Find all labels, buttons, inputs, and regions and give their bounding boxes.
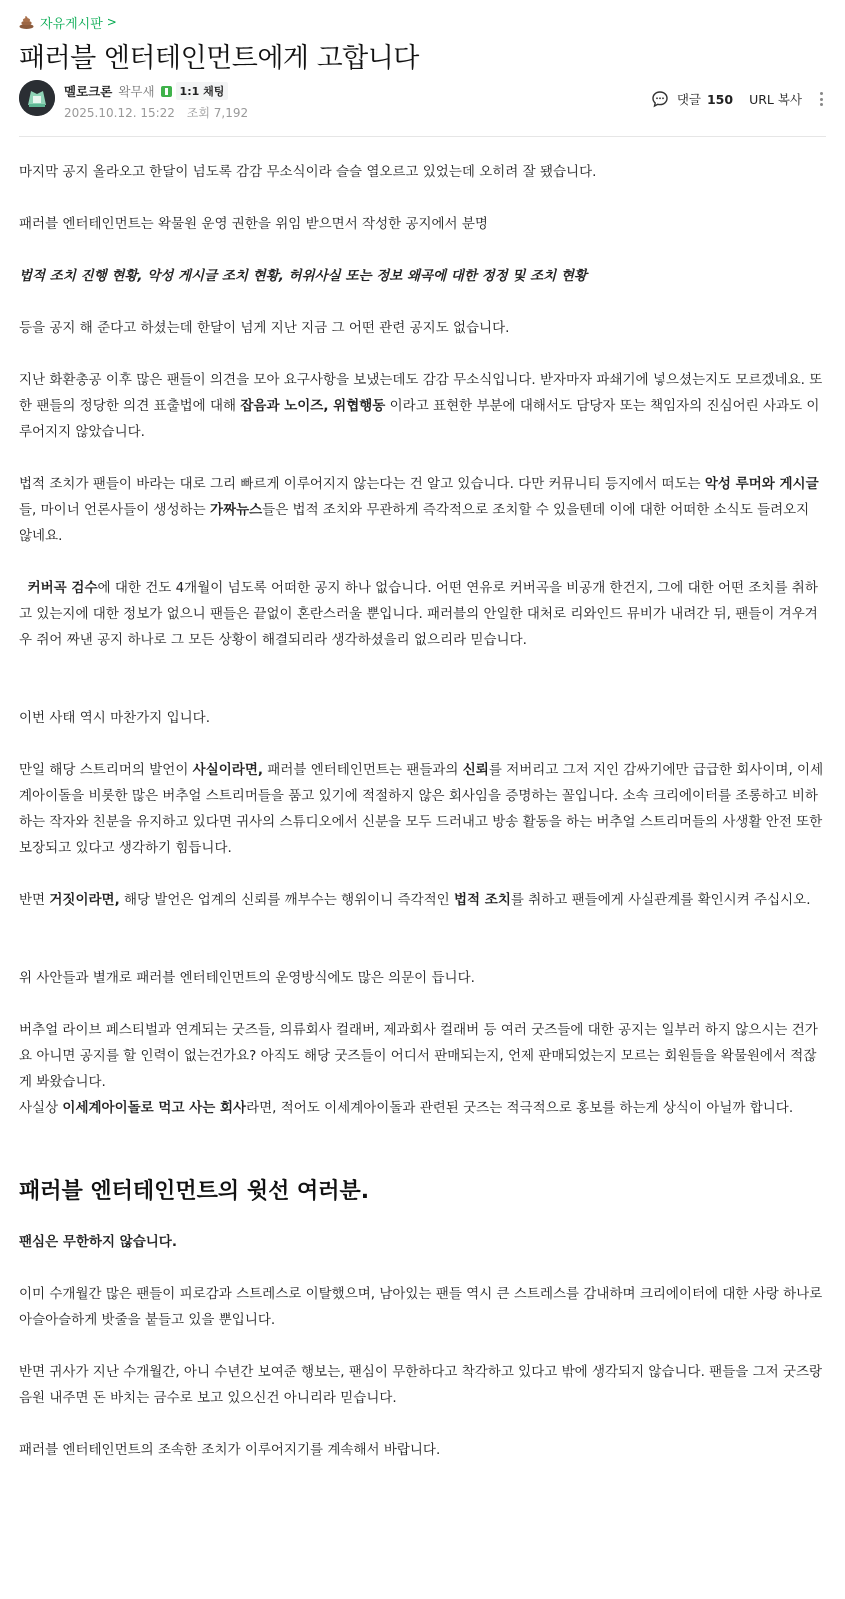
paragraph-emphasis: 법적 조치 진행 현황, 악성 게시글 조치 현황, 허위사실 또는 정보 왜곡에 대한 정정 및 조치 현황 (19, 268, 587, 284)
paragraph: 지난 화환총공 이후 많은 팬들이 의견을 모아 요구사항을 보냈는데도 감감 무소식입니다. 받자마자 파쇄기에 넣으셨는지도 모르겠네요. 또한 팬들의 정당한 의견 표출법에 대해 잡음과 노이즈, 위협행동 이라고 표현한 부분에 대해서도 담당자 또는 책임자의 진심어린 사과도 이루어지지 않았습니다. (19, 372, 823, 440)
chat-button[interactable]: 1:1 채팅 (176, 82, 229, 100)
url-copy-button[interactable]: URL 복사 (749, 92, 802, 107)
paragraph-bold: 팬심은 무한하지 않습니다. (19, 1234, 177, 1250)
chevron-right-icon: > (106, 15, 117, 29)
author-grade: 왁무새 (118, 84, 155, 99)
post-date: 2025.10.12. 15:22 (64, 106, 175, 120)
paragraph: 사실상 이세계아이돌로 먹고 사는 회사라면, 적어도 이세계아이돌과 관련된 굿즈는 적극적으로 홍보를 하는게 상식이 아닐까 합니다. (19, 1100, 794, 1116)
comment-icon (651, 90, 669, 108)
comment-count: 150 (706, 91, 734, 107)
paragraph: 반면 거짓이라면, 해당 발언은 업계의 신뢰를 깨부수는 행위이니 즉각적인 법적 조치를 취하고 팬들에게 사실관계를 확인시켜 주십시오. (19, 892, 811, 908)
paragraph: 만일 해당 스트리머의 발언이 사실이라면, 패러블 엔터테인먼트는 팬들과의 신뢰를 저버리고 그저 지인 감싸기에만 급급한 회사이며, 이세계아이돌을 비롯한 많은 버추얼 스트리머들을 품고 있기에 적절하지 않은 회사임을 증명하는 꼴입니다. 소속 크리에이터를 조롱하고 비하하는 작자와 친분을 유지하고 있다면 귀사의 스튜디오에서 신분을 모두 드러내고 방송 활동을 하는 버추얼 스트리머들의 사생활 안전 또한 보장되고 있다고 생각하기 힘듭니다. (19, 762, 824, 856)
post-date-line (64, 104, 248, 121)
paragraph: 패러블 엔터테인먼트는 왁물원 운영 권한을 위임 받으면서 작성한 공지에서 분명 (19, 216, 488, 232)
board-name[interactable]: 자유게시판 (40, 16, 103, 32)
paragraph: 위 사안들과 별개로 패러블 엔터테인먼트의 운영방식에도 많은 의문이 듭니다. (19, 970, 475, 986)
paragraph: 버추얼 라이브 페스티벌과 연계되는 굿즈들, 의류회사 컬래버, 제과회사 컬래버 등 여러 굿즈들에 대한 공지는 일부러 하지 않으시는 건가요 아니면 공지를 할 인력이 없는건가요? 아직도 해당 굿즈들이 어디서 판매되는지, 언제 판매되었는지 모르는 회원들을 왁물원에서 적잖게 봐왔습니다. (19, 1022, 818, 1090)
avatar[interactable] (19, 80, 55, 116)
comment-button[interactable] (651, 90, 733, 108)
author-name[interactable]: 멜로크론 (64, 84, 113, 99)
author-meta (64, 82, 248, 121)
poop-icon (19, 15, 34, 29)
paragraph: 이미 수개월간 많은 팬들이 피로감과 스트레스로 이탈했으며, 남아있는 팬들 역시 큰 스트레스를 감내하며 크리에이터에 대한 사랑 하나로 아슬아슬하게 밧줄을 붙들고 있을 뿐입니다. (19, 1286, 823, 1328)
post-title: 패러블 엔터테인먼트에게 고합니다 (19, 43, 419, 74)
grade-badge-icon (161, 86, 172, 97)
post-actions (651, 90, 826, 108)
section-heading: 패러블 엔터테인먼트의 윗선 여러분. (19, 1179, 370, 1204)
paragraph: 법적 조치가 팬들이 바라는 대로 그리 빠르게 이루어지지 않는다는 건 알고 있습니다. 다만 커뮤니티 등지에서 떠도는 악성 루머와 게시글들, 마이너 언론사들이 생성하는 가짜뉴스들은 법적 조치와 무관하게 즉각적으로 조치할 수 있을텐데 이에 대한 어떠한 소식도 들려오지 않네요. (19, 476, 819, 544)
paragraph: 이번 사태 역시 마찬가지 입니다. (19, 710, 210, 726)
post-content (19, 159, 826, 1463)
divider (19, 136, 826, 137)
board-link[interactable] (19, 12, 117, 32)
paragraph: 마지막 공지 올라오고 한달이 넘도록 감감 무소식이라 슬슬 열오르고 있었는데 오히려 잘 됐습니다. (19, 164, 597, 180)
author-row (19, 80, 826, 120)
paragraph: 커버곡 검수에 대한 건도 4개월이 넘도록 어떠한 공지 하나 없습니다. 어떤 연유로 커버곡을 비공개 한건지, 그에 대한 어떤 조치를 취하고 있는지에 대한 정보가 없으니 팬들은 끝없이 혼란스러울 뿐입니다. 패러블의 안일한 대처로 리와인드 뮤비가 내려간 뒤, 팬들이 겨우겨우 쥐어 짜낸 공지 하나로 그 모든 상황이 해결되리라 생각하셨을리 없으리라 믿습니다. (19, 580, 818, 648)
view-count: 조회 7,192 (186, 106, 249, 120)
paragraph: 패러블 엔터테인먼트의 조속한 조치가 이루어지기를 계속해서 바랍니다. (19, 1442, 441, 1458)
paragraph: 등을 공지 해 준다고 하셨는데 한달이 넘게 지난 지금 그 어떤 관련 공지도 없습니다. (19, 320, 510, 336)
more-options-icon[interactable] (816, 91, 826, 107)
comment-label: 댓글 (676, 92, 701, 107)
paragraph: 반면 귀사가 지난 수개월간, 아니 수년간 보여준 행보는, 팬심이 무한하다고 착각하고 있다고 밖에 생각되지 않습니다. 팬들을 그저 굿즈랑 음원 내주면 돈 바치는 금수로 보고 있으신건 아니리라 믿습니다. (19, 1364, 823, 1406)
